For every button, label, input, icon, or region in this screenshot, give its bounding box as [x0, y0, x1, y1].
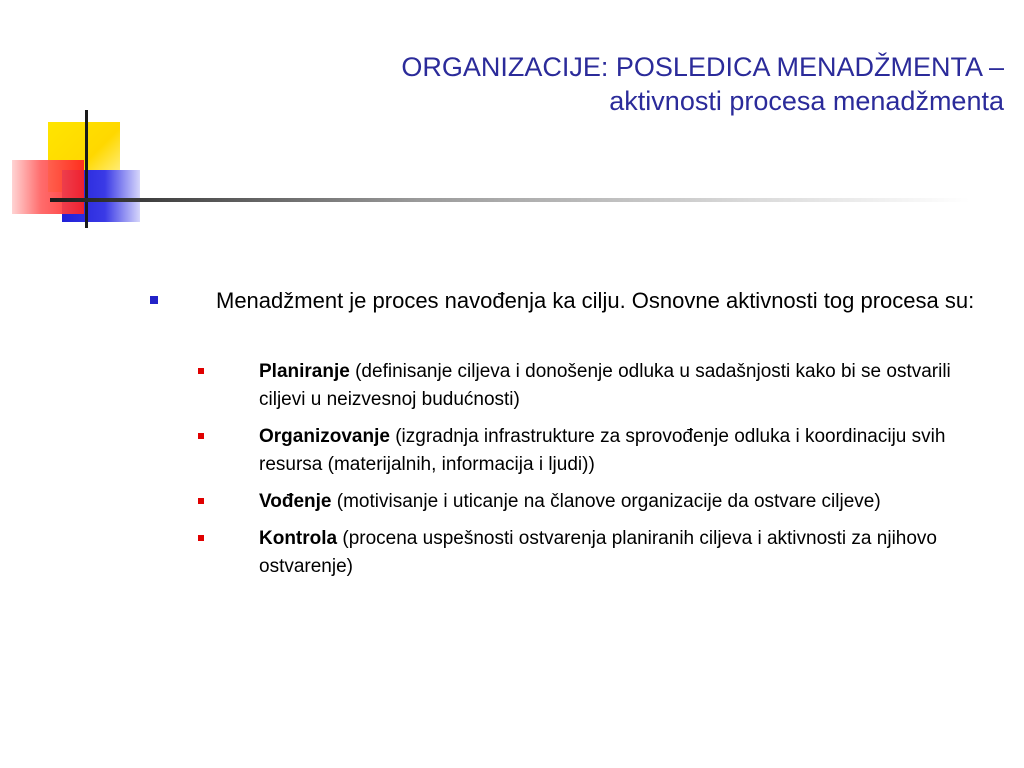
activity-term: Organizovanje [259, 426, 390, 447]
red-square-bullet-icon [198, 433, 204, 439]
title-underline-divider [50, 198, 970, 202]
red-square-bullet-icon [198, 535, 204, 541]
activity-item-planiranje [198, 358, 998, 414]
activity-item-vodjenje [198, 488, 998, 516]
activity-description: (definisanje ciljeva i donošenje odluka u sadašnjosti kako bi se ostvarili ciljevi u neizvesnoj budućnosti) [259, 361, 951, 410]
decorative-vertical-line [85, 110, 88, 228]
activity-description: (motivisanje i uticanje na članove organizacije da ostvare ciljeve) [331, 491, 881, 512]
activity-term: Kontrola [259, 528, 338, 549]
main-bullet [150, 285, 1010, 317]
activity-term: Planiranje [259, 361, 350, 382]
slide-title [184, 50, 1004, 118]
activity-item-organizovanje [198, 423, 998, 479]
slide-title-line-1: ORGANIZACIJE: POSLEDICA MENADŽMENTA – [401, 52, 1004, 82]
activity-description: (izgradnja infrastrukture za sprovođenje odluka i koordinaciju svih resursa (materijalnih, informacija i ljudi)) [259, 426, 946, 475]
activity-item-kontrola [198, 525, 998, 581]
red-square-bullet-icon [198, 498, 204, 504]
activities-list [198, 358, 998, 590]
slide-title-line-2: aktivnosti procesa menadžmenta [609, 86, 1004, 116]
blue-square-bullet-icon [150, 296, 158, 304]
decorative-red-square [12, 160, 84, 214]
activity-term: Vođenje [259, 491, 332, 512]
activity-description: (procena uspešnosti ostvarenja planiranih ciljeva i aktivnosti za njihovo ostvarenje) [259, 528, 937, 577]
main-bullet-text: Menadžment je proces navođenja ka cilju. Osnovne aktivnosti tog procesa su: [216, 288, 975, 313]
red-square-bullet-icon [198, 368, 204, 374]
